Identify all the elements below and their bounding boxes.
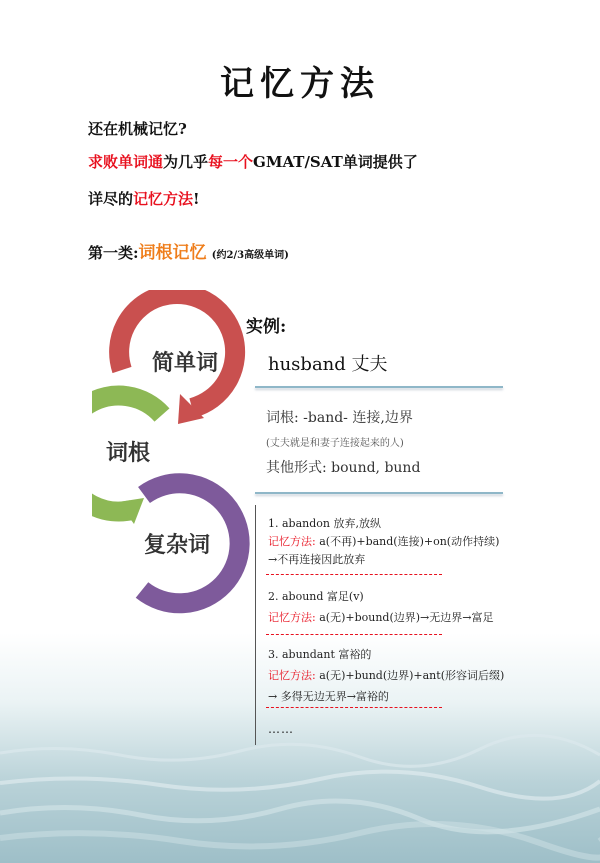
intro-line-3: 详尽的记忆方法! — [88, 190, 200, 208]
category-note: (约2/3高级单词) — [211, 250, 289, 261]
list-item-method-cont: → 多得无边无界→富裕的 — [268, 690, 389, 703]
root-note: (丈夫就是和妻子连接起来的人) — [266, 438, 404, 449]
ellipsis: …… — [268, 722, 294, 736]
list-item-method: 记忆方法: a(不再)+band(连接)+on(动作持续) — [268, 535, 500, 548]
page-title: 记忆方法 — [220, 64, 380, 104]
root-definition: 词根: -band- 连接,边界 — [266, 410, 413, 426]
list-item-word: 1. abandon 放弃,放纵 — [268, 517, 381, 530]
product-name: 求败单词通 — [88, 153, 164, 171]
divider — [255, 492, 503, 494]
list-item-method-cont: →不再连接因此放弃 — [268, 553, 366, 566]
cycle-diagram — [92, 290, 252, 620]
divider — [255, 386, 503, 388]
category-name: 词根记忆 — [138, 243, 207, 263]
category-heading: 第一类:词根记忆 (约2/3高级单词) — [88, 243, 289, 263]
cycle-label-simple: 简单词 — [152, 351, 219, 376]
example-word: husband 丈夫 — [268, 354, 388, 375]
dashed-divider — [266, 574, 442, 575]
list-item-word: 2. abound 富足(v) — [268, 590, 364, 603]
list-rule — [255, 505, 256, 745]
dashed-divider — [266, 707, 442, 708]
intro-line-2: 求败单词通为几乎每一个GMAT/SAT单词提供了 — [88, 153, 418, 171]
intro-line-1: 还在机械记忆? — [88, 120, 187, 138]
example-title: 实例: — [246, 317, 287, 337]
dashed-divider — [266, 634, 442, 635]
other-forms: 其他形式: bound, bund — [266, 460, 421, 476]
list-item-method: 记忆方法: a(无)+bund(边界)+ant(形容词后缀) — [268, 669, 505, 682]
cycle-label-root: 词根 — [106, 441, 151, 466]
list-item-word: 3. abundant 富裕的 — [268, 648, 372, 661]
cycle-label-complex: 复杂词 — [144, 533, 211, 558]
list-item-method: 记忆方法: a(无)+bound(边界)→无边界→富足 — [268, 611, 494, 624]
